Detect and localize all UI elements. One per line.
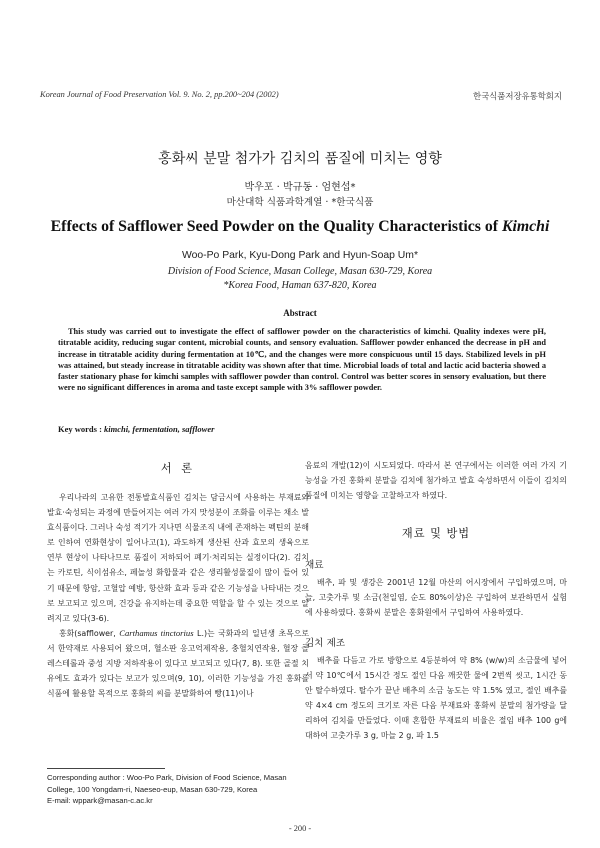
left-column (47, 460, 309, 701)
footnote (47, 772, 312, 807)
preparation-paragraph: 배추를 다듬고 가로 방향으로 4등분하여 약 8% (w/w)의 소금물에 넣어서 약 10℃에서 15시간 정도 절인 다음 깨끗한 물에 2번씩 씻고, 1시간 동안 탈수하였다. 탈수가 끝난 배추의 소금 농도는 약 1.5% 였고, 절인 배추를 약 4×4 cm 정도의 크기로 자른 다음 부재료와 홍화씨 분말의 첨가량을 달리하여 김치를 만들었다. 이때 혼합한 부재료의 비율은 절임 배추 100 g에 대하여 고춧가루 3 g, 마늘 2 g, 파 1.5 (305, 655, 567, 741)
keywords-label: Key words : (58, 424, 105, 434)
abstract-heading: Abstract (283, 308, 317, 318)
intro-paragraph-2 (47, 626, 309, 701)
subheading-materials: 재료 (305, 560, 324, 572)
affiliation-english-1: Division of Food Science, Masan College, Masan 630-729, Korea (167, 266, 433, 277)
affiliation-english-2: *Korea Food, Haman 637-820, Korea (223, 280, 377, 291)
author-email: E-mail: wppark@masan-c.ac.kr (47, 796, 153, 806)
footnote-divider (47, 768, 165, 769)
affiliation-korean: 마산대학 식품과학계열 · *한국식품 (226, 197, 374, 208)
page-number: - 200 - (288, 824, 312, 833)
keywords (58, 424, 546, 434)
title-korean: 홍화씨 분말 첨가가 김치의 품질에 미치는 영향 (158, 151, 442, 167)
abstract-text: This study was carried out to investigate the effect of safflower powder on the characteristics of kimchi. Quality indexes were pH, titratable acidity, reducing sugar content, microbial counts, and sensory evaluation. Safflower powder enhanced the decrease in pH and increase in titratable acidity during fermentation at 10℃, and the changes were more conspicuous until 15 days. Stabilized levels in pH was attained, but steady increase in titratable acidity was shown after that time. Microbial loads of total and lactic acid bacteria showed a faster stationary phase for kimchi samples with safflower powder than control. Control was better scores in sensory evaluation, but there were no significant differences in aroma and taste except sample with 3% safflower powder. (58, 327, 546, 393)
species-name: Carthamus tinctorius (119, 627, 194, 638)
materials-paragraph: 배추, 파 및 생강은 2001년 12월 마산의 어시장에서 구입하였으며, 마늘, 고춧가루 및 소금(천일염, 순도 80%이상)은 구입하여 보관하면서 실험에 사용하였다. 홍화씨 분말은 홍화원에서 구입하여 사용하였다. (305, 578, 567, 618)
right-column (305, 458, 567, 743)
title-english (0, 218, 600, 236)
keywords-value: kimchi, fermentation, safflower (104, 424, 215, 434)
subheading-kimchi-preparation: 김치 제조 (305, 637, 346, 649)
society-name: 한국식품저장유통학회지 (473, 91, 562, 101)
intro-paragraph-2-post: L.)는 국화과의 일년생 초목으로서 한약재로 사용되어 왔으며, 혈소판 응고억제작용, 충혈치연작용, 혈장 콜레스테롤과 중성 지방 저하작용이 있다고 보고되고 있다(7, 8). 또한 골절 치유에도 효과가 있다는 보고가 있으며(9, 10), 이러한 기능성을 가진 홍화를 식품에 활용할 목적으로 홍화의 씨를 분말화하여 빵(11)이나 (47, 628, 309, 699)
title-english-main: Effects of Safflower Seed Powder on the Quality Characteristics of (50, 218, 502, 235)
title-english-italic: Kimchi (501, 218, 550, 235)
authors-english: Woo-Po Park, Kyu-Dong Park and Hyun-Soap Um* (181, 250, 418, 261)
section-heading-introduction: 서 론 (160, 462, 196, 475)
journal-citation: Korean Journal of Food Preservation Vol. 9. No. 2, pp.200~204 (2002) (40, 90, 279, 99)
intro-paragraph-2-pre: 홍화(safflower, (59, 628, 120, 638)
section-heading-methods: 재료 및 방법 (401, 527, 471, 541)
authors-korean: 박우포 · 박규동 · 엄현섭* (244, 182, 356, 193)
corresponding-author: Corresponding author : Woo-Po Park, Division of Food Science, Masan College, 100 Yongdam-ri, Naeseo-eup, Masan 630-729, Korea (47, 773, 287, 794)
intro-paragraph-1: 우리나라의 고유한 전통발효식품인 김치는 담금시에 사용하는 부재료와 발효·숙성되는 과정에 만들어지는 여러 가지 맛성분이 조화를 이루는 채소 발효식품이다. 그러나 숙성 적기가 지나면 식물조직 내에 존재하는 펙틴의 분해로 인하여 연화현상이 일어나고(1), 과도하게 생산된 산과 효모의 생육으로 연부 현상이 나타나므로 품질이 저하되어 폐기·처리되는 실정이다(2). 김치는 카로틴, 식이섬유소, 페놀성 화합물과 같은 생리활성물질이 많이 들어 있기 때문에 항암, 고혈압 예방, 항산화 효과 등과 같은 기능성을 나타내는 것으로 보고되고 있으며, 건강을 유지하는데 중요한 역할을 할 수 있는 것으로 알려지고 있다(3-6). (47, 493, 309, 623)
running-header (40, 90, 562, 104)
intro-paragraph-continued: 음료의 개발(12)이 시도되었다. 따라서 본 연구에서는 이러한 여러 가지 기능성을 가진 홍화씨 분말을 김치에 첨가하고 발효 숙성하면서 이들이 김치의 품질에 미치는 영향을 고찰하고자 하였다. (305, 461, 567, 501)
